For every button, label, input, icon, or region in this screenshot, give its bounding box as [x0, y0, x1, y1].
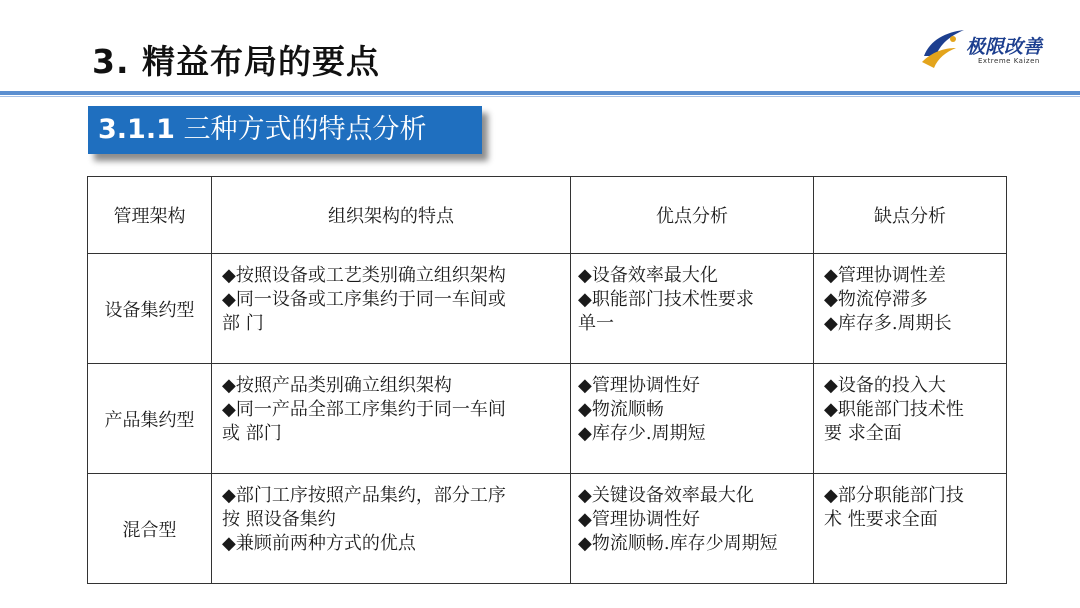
- pros-cell: [571, 474, 814, 584]
- cell-line: ◆部门工序按照产品集约，部分工序: [222, 485, 506, 506]
- logo-subtitle: Extreme Kaizen: [978, 57, 1040, 65]
- table-header-row: [88, 177, 1007, 254]
- page-title: 3. 精益布局的要点: [92, 42, 380, 81]
- cell-line: ◆按照产品类别确立组织架构: [222, 375, 452, 396]
- cell-line: ◆同一产品全部工序集约于同一车间: [222, 399, 506, 420]
- cell-line: ◆职能部门技术性要求: [578, 289, 754, 310]
- features-cell: [212, 364, 571, 474]
- cell-line: ◆关键设备效率最大化: [578, 485, 754, 506]
- column-header: 优点分析: [571, 177, 814, 254]
- cell-line: ◆职能部门技术性: [824, 399, 964, 420]
- cell-line: 要 求全面: [824, 423, 902, 444]
- features-cell: [212, 474, 571, 584]
- cell-line: ◆库存少.周期短: [578, 423, 706, 444]
- cell-line: ◆库存多.周期长: [824, 313, 952, 334]
- table-row: [88, 364, 1007, 474]
- table-row: [88, 254, 1007, 364]
- cell-line: 单一: [578, 313, 614, 334]
- cell-line: ◆部分职能部门技: [824, 485, 964, 506]
- cell-line: ◆物流顺畅: [578, 399, 664, 420]
- cell-line: ◆同一设备或工序集约于同一车间或: [222, 289, 506, 310]
- column-header: 缺点分析: [814, 177, 1007, 254]
- comparison-table: [87, 176, 1007, 584]
- pros-cell: [571, 254, 814, 364]
- cell-line: ◆设备效率最大化: [578, 265, 718, 286]
- swoosh-logo-icon: [920, 26, 966, 72]
- row-type: 设备集约型: [88, 254, 212, 364]
- cons-cell: [814, 364, 1007, 474]
- section-banner: [88, 106, 482, 154]
- cell-line: 术 性要求全面: [824, 509, 938, 530]
- logo: [920, 26, 1060, 72]
- cell-line: ◆管理协调性好: [578, 509, 700, 530]
- cell-line: 或 部门: [222, 423, 282, 444]
- table-row: [88, 474, 1007, 584]
- row-type: 混合型: [88, 474, 212, 584]
- cell-line: ◆按照设备或工艺类别确立组织架构: [222, 265, 506, 286]
- section-number: 3.1.1: [98, 114, 175, 145]
- logo-name: 极限改善: [966, 36, 1043, 58]
- cell-line: 部 门: [222, 313, 264, 334]
- cons-cell: [814, 474, 1007, 584]
- features-cell: [212, 254, 571, 364]
- cell-line: ◆管理协调性好: [578, 375, 700, 396]
- column-header: 管理架构: [88, 177, 212, 254]
- cell-line: ◆兼顾前两种方式的优点: [222, 533, 416, 554]
- cell-line: 按 照设备集约: [222, 509, 336, 530]
- cell-line: ◆物流停滞多: [824, 289, 928, 310]
- section-title: 三种方式的特点分析: [183, 114, 427, 145]
- cons-cell: [814, 254, 1007, 364]
- header-rule: [0, 91, 1080, 95]
- cell-line: ◆设备的投入大: [824, 375, 946, 396]
- column-header: 组织架构的特点: [212, 177, 571, 254]
- cell-line: ◆管理协调性差: [824, 265, 946, 286]
- row-type: 产品集约型: [88, 364, 212, 474]
- cell-line: ◆物流顺畅.库存少周期短: [578, 533, 778, 554]
- pros-cell: [571, 364, 814, 474]
- header-rule-thin: [0, 96, 1080, 97]
